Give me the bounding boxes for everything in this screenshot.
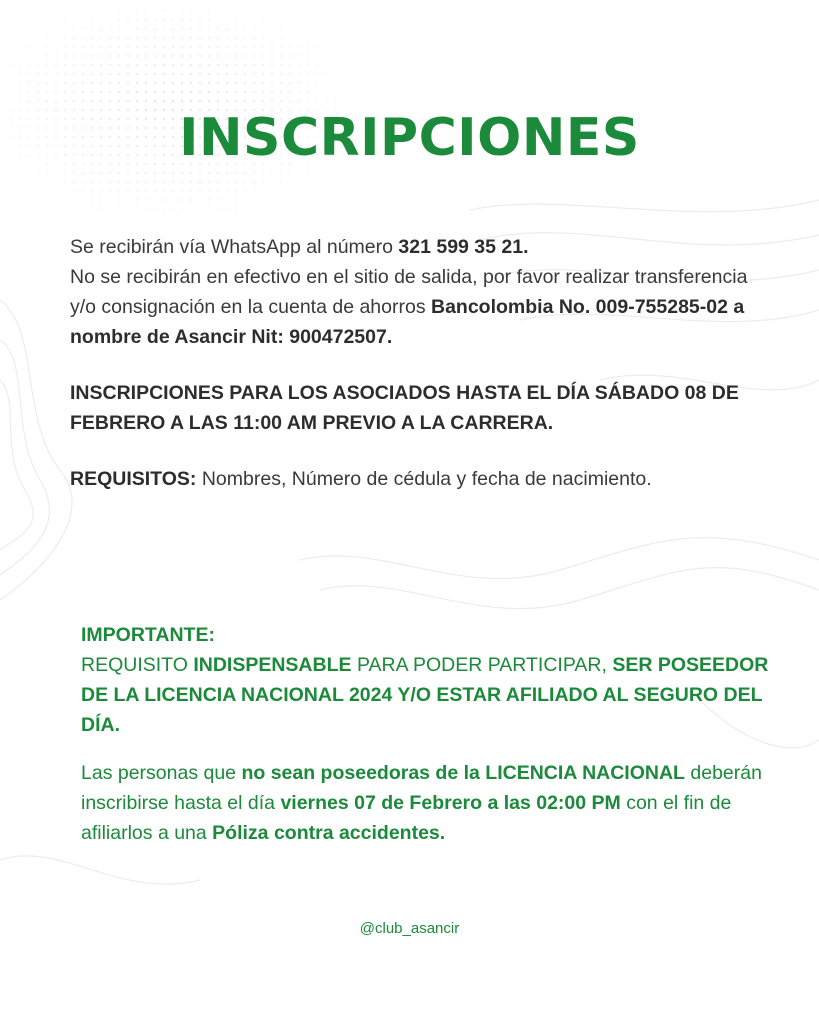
important-paragraph-1 [81, 650, 781, 740]
whatsapp-text: Se recibirán vía WhatsApp al número [70, 236, 399, 258]
phone-number: 321 599 35 21. [398, 236, 529, 258]
deadline-paragraph [70, 378, 770, 438]
social-handle: @club_asancir [359, 920, 460, 937]
important-paragraph-2 [81, 758, 781, 848]
whatsapp-paragraph [70, 232, 770, 262]
registration-info [70, 232, 770, 494]
notice-text: Las personas que [81, 762, 242, 784]
notice-emphasis: viernes 07 de Febrero a las 02:00 PM [280, 792, 621, 814]
notice-emphasis: Póliza contra accidentes. [212, 822, 446, 844]
important-heading: IMPORTANTE: [81, 624, 215, 646]
important-notice [81, 620, 781, 848]
requirements-paragraph [70, 464, 770, 494]
requirements-label: REQUISITOS: [70, 468, 197, 490]
notice-emphasis: SER POSEEDOR DE LA LICENCIA NACIONAL 2024 Y/O ESTAR AFILIADO AL SEGURO DEL DÍA. [81, 654, 769, 736]
notice-emphasis: no sean poseedoras de la LICENCIA NACIONAL [241, 762, 685, 784]
bank-account: Bancolombia No. 009-755285-02 a nombre de Asancir Nit: 900472507. [70, 296, 745, 348]
notice-text: REQUISITO [81, 654, 194, 676]
requirements-text: Nombres, Número de cédula y fecha de nacimiento. [196, 468, 652, 490]
payment-text: No se recibirán en efectivo en el sitio de salida, por favor realizar transferencia y/o consignación en la cuenta de ahorros [70, 266, 748, 318]
notice-text: deberán inscribirse hasta el día [81, 762, 762, 814]
deadline-text: INSCRIPCIONES PARA LOS ASOCIADOS HASTA EL DÍA SÁBADO 08 DE FEBRERO A LAS 11:00 AM PREVIO A LA CARRERA. [70, 382, 739, 434]
notice-text: PARA PODER PARTICIPAR, [351, 654, 613, 676]
notice-emphasis: INDISPENSABLE [193, 654, 352, 676]
payment-paragraph [70, 262, 770, 352]
notice-text: con el fin de afiliarlos a una [81, 792, 732, 844]
page-title: INSCRIPCIONES [179, 108, 640, 168]
